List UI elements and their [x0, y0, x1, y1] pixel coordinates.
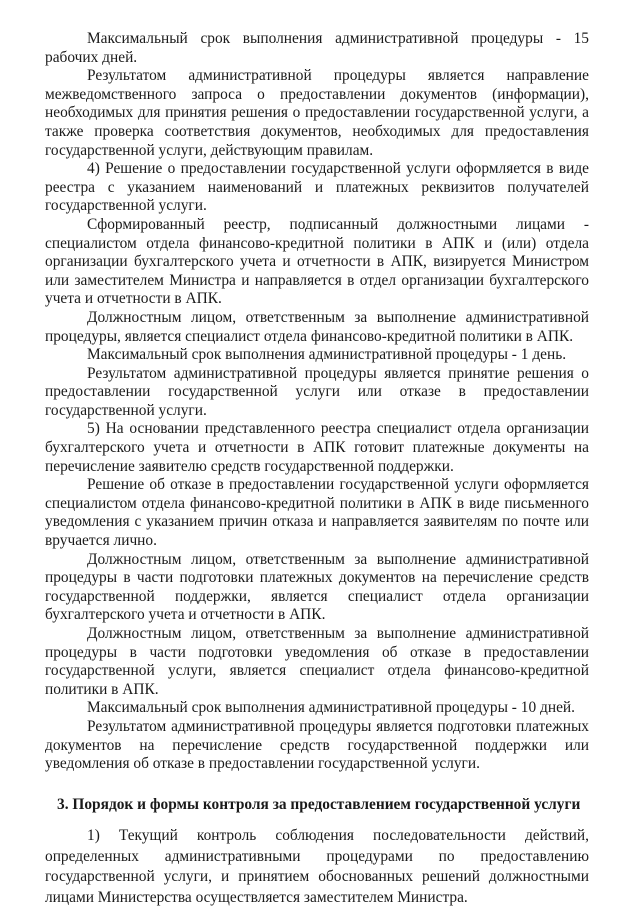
paragraph-11: Должностным лицом, ответственным за выполнение административной процедуры в части подготовки уведомления об отказе в предоставлении государственной услуги, является специалист отдела финансово-кредитной политики в АПК.	[45, 625, 589, 698]
section-heading: 3. Порядок и формы контроля за предоставлением государственной услуги	[57, 795, 581, 813]
paragraph-6: Максимальный срок выполнения административной процедуры - 1 день.	[87, 346, 567, 364]
paragraph-7: Результатом административной процедуры является принятие решения о предоставлении государственной услуги или отказе в предоставлении государственной услуги.	[45, 364, 589, 419]
paragraph-8: 5) На основании представленного реестра специалист отдела организации бухгалтерского учета и отчетности в АПК готовит платежные документы на перечисление заявителю средств государственной поддержки.	[45, 420, 589, 475]
paragraph-12: Максимальный срок выполнения административной процедуры - 10 дней.	[87, 699, 575, 717]
paragraph-10: Должностным лицом, ответственным за выполнение административной процедуры в части подготовки платежных документов на перечисление средств государственной поддержки, является специалист отдела организации бухгалтерского учета и отчетности в АПК.	[45, 550, 589, 624]
paragraph-5: Должностным лицом, ответственным за выполнение административной процедуры, является специалист отдела финансово-кредитной политики в АПК.	[45, 308, 589, 345]
paragraph-2: Результатом административной процедуры является направление межведомственного запроса о предоставлении документов (информации), необходимых для принятия решения о предоставлении государственной услуги, а также проверка соответствия документов, необходимых для предоставления государственной услуги, действующим правилам.	[45, 67, 589, 159]
paragraph-9: Решение об отказе в предоставлении государственной услуги оформляется специалистом отдела финансово-кредитной политики в АПК в виде письменного уведомления с указанием причин отказа и направляется заявителям по почте или вручается лично.	[45, 476, 589, 550]
section-3-body	[45, 826, 589, 908]
section-paragraph-1: 1) Текущий контроль соблюдения последовательности действий, определенных административными процедурами по предоставлению государственной услуги, и принятием обоснованных решений должностными лицами Министерства осуществляется заместителем Министра.	[45, 827, 589, 906]
paragraph-3: 4) Решение о предоставлении государственной услуги оформляется в виде реестра с указанием наименований и платежных реквизитов получателей государственной услуги.	[45, 160, 589, 215]
document-page	[45, 30, 589, 908]
paragraph-4: Сформированный реестр, подписанный должностными лицами - специалистом отдела финансово-кредитной политики в АПК и (или) отдела организации бухгалтерского учета и отчетности в АПК, визируется Министром или заместителем Министра и направляется в отдел организации бухгалтерского учета и отчетности в АПК.	[45, 215, 589, 308]
paragraph-13: Результатом административной процедуры является подготовки платежных документов на перечисление средств государственной поддержки или уведомления об отказе в предоставлении государственной услуги.	[45, 717, 589, 773]
paragraph-1: Максимальный срок выполнения административной процедуры - 15 рабочих дней.	[45, 30, 589, 66]
